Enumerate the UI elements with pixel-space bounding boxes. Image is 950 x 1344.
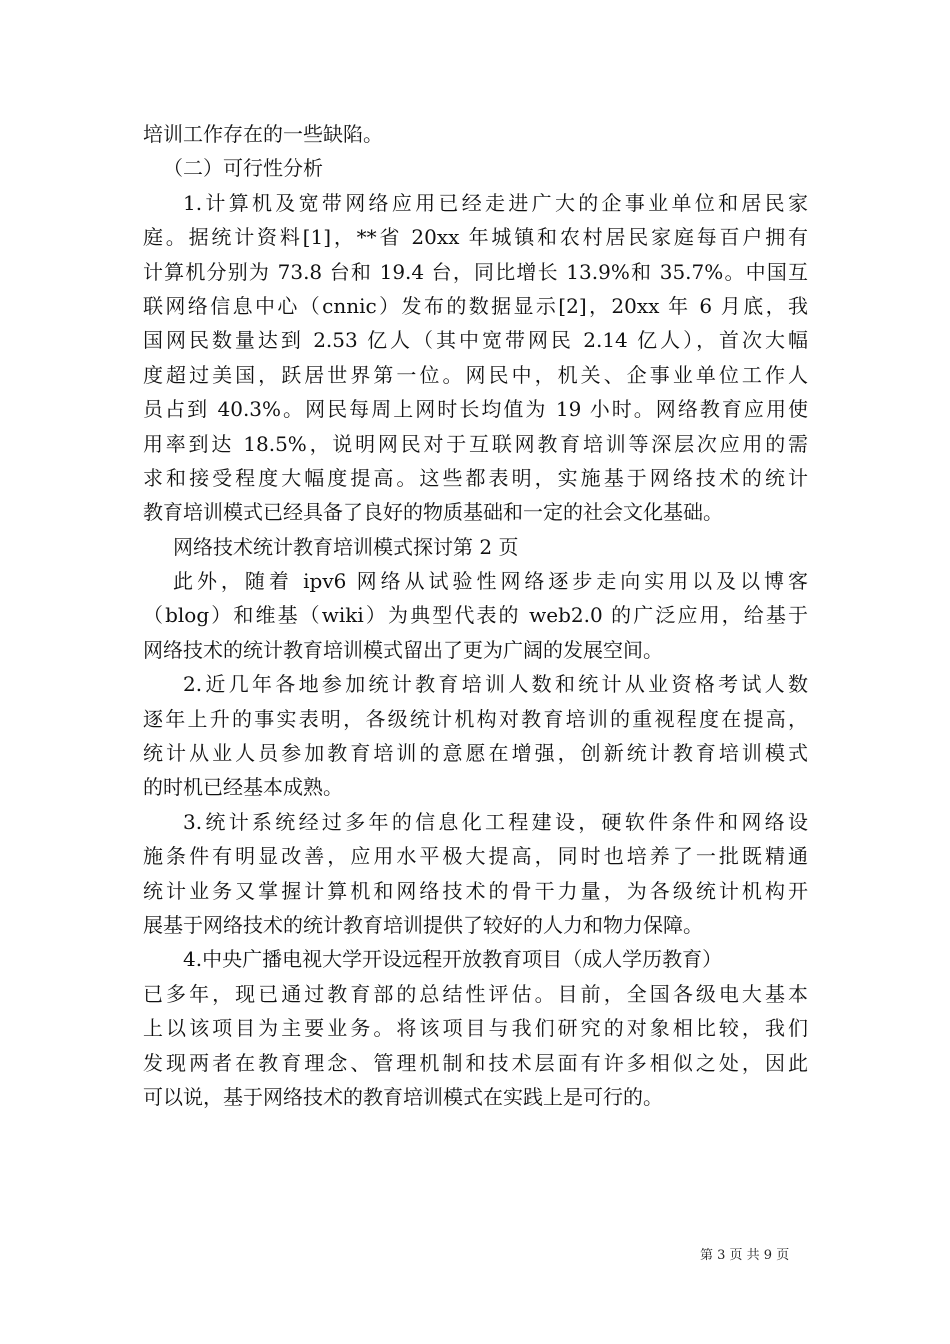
page-number: 第 3 页 共 9 页 [700, 1248, 790, 1263]
text-line: 国网民数量达到 2.53 亿人（其中宽带网民 2.14 亿人），首次大幅 [143, 328, 808, 353]
text-line: 可以说，基于网络技术的教育培训模式在实践上是可行的。 [143, 1084, 663, 1109]
text-line: 已多年，现已通过教育部的总结性评估。目前，全国各级电大基本 [143, 981, 808, 1006]
text-line: 1.计算机及宽带网络应用已经走进广大的企事业单位和居民家 [183, 190, 808, 215]
text-line: 统计业务又掌握计算机和网络技术的骨干力量，为各级统计机构开 [143, 878, 808, 903]
text-line: 施条件有明显改善，应用水平极大提高，同时也培养了一批既精通 [143, 844, 808, 869]
body-text [143, 117, 808, 1114]
text-line: 庭。据统计资料[1]，**省 20xx 年城镇和农村居民家庭每百户拥有 [143, 225, 808, 250]
text-line: 发现两者在教育理念、管理机制和技术层面有许多相似之处，因此 [143, 1050, 808, 1075]
text-line: 网络技术的统计教育培训模式留出了更为广阔的发展空间。 [143, 637, 663, 662]
text-line: 逐年上升的事实表明，各级统计机构对教育培训的重视程度在提高， [143, 706, 808, 731]
text-line: 的时机已经基本成熟。 [143, 775, 343, 800]
text-line: 网络技术统计教育培训模式探讨第 2 页 [173, 534, 519, 559]
text-line: 4.中央广播电视大学开设远程开放教育项目（成人学历教育） [183, 947, 723, 972]
text-line: 展基于网络技术的统计教育培训提供了较好的人力和物力保障。 [143, 912, 703, 937]
text-line: 用率到达 18.5%，说明网民对于互联网教育培训等深层次应用的需 [143, 431, 808, 456]
text-line: 度超过美国，跃居世界第一位。网民中，机关、企事业单位工作人 [143, 362, 808, 387]
text-line: 教育培训模式已经具备了良好的物质基础和一定的社会文化基础。 [143, 500, 723, 525]
text-line: 员占到 40.3%。网民每周上网时长均值为 19 小时。网络教育应用使 [143, 397, 808, 422]
text-line: 求和接受程度大幅度提高。这些都表明，实施基于网络技术的统计 [143, 465, 808, 490]
text-line: 统计从业人员参加教育培训的意愿在增强，创新统计教育培训模式 [143, 741, 808, 766]
text-line: （blog）和维基（wiki）为典型代表的 web2.0 的广泛应用，给基于 [143, 603, 808, 628]
section-heading: （二）可行性分析 [163, 156, 323, 181]
text-line: 培训工作存在的一些缺陷。 [143, 122, 383, 146]
text-line: 3.统计系统经过多年的信息化工程建设，硬软件条件和网络设 [183, 809, 808, 834]
text-line: 上以该项目为主要业务。将该项目与我们研究的对象相比较，我们 [143, 1016, 808, 1041]
text-line: 此外，随着 ipv6 网络从试验性网络逐步走向实用以及以博客 [173, 569, 808, 594]
text-line: 2.近几年各地参加统计教育培训人数和统计从业资格考试人数 [183, 672, 808, 697]
text-line: 联网络信息中心（cnnic）发布的数据显示[2]，20xx 年 6 月底，我 [143, 293, 808, 318]
text-line: 计算机分别为 73.8 台和 19.4 台，同比增长 13.9%和 35.7%。中国互 [143, 259, 808, 284]
